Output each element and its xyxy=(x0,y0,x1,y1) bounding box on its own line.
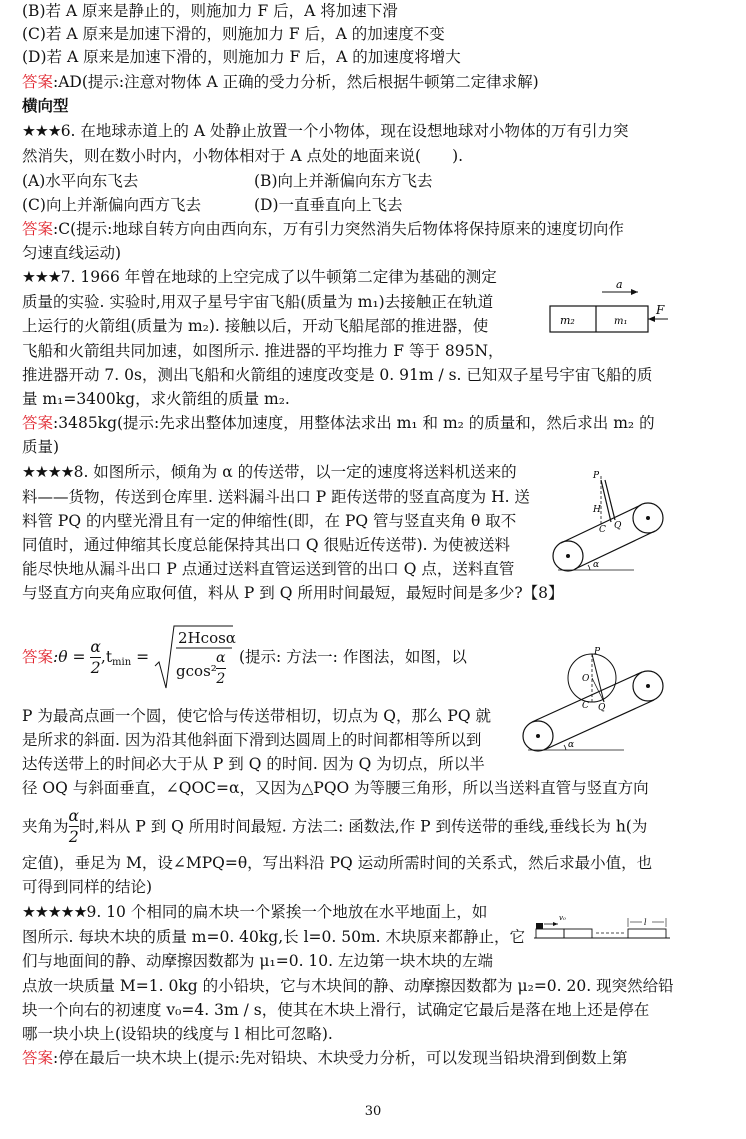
c-label: C xyxy=(599,525,606,535)
sqrt-expression xyxy=(154,624,234,690)
answer-label: 答案 xyxy=(22,73,54,91)
sqrt-numerator: 2Hcosα xyxy=(178,629,236,647)
solution-5b: 时,料从 P 到 Q 所用时间最短. 方法二: 函数法,作 P 到传送带的垂线,垂线长为 h(为 xyxy=(78,817,648,836)
frac-den: 2 xyxy=(90,658,101,677)
option-b: (B)若 A 原来是静止的，则施加力 F 后，A 将加速下滑 xyxy=(22,2,398,20)
q7-line2: 质量的实验. 实验时,用双子星号宇宙飞船(质量为 m₁)去接触正在轨道 xyxy=(22,293,494,311)
q6-answer-line2: 匀速直线运动) xyxy=(22,244,122,262)
q8-answer xyxy=(22,624,467,694)
q-label: Q xyxy=(598,703,606,713)
equals-sign: = xyxy=(136,648,150,666)
alpha-label: α xyxy=(568,740,575,750)
p-label: P xyxy=(594,647,601,657)
v0-label: v₀ xyxy=(559,914,566,922)
q7-text: 7. 1966 年曾在地球的上空完成了以牛顿第二定律为基础的测定 xyxy=(60,268,497,286)
spacecraft-diagram xyxy=(540,276,670,338)
answer-body: :C(提示:地球自转方向由西向东，万有引力突然消失后物体将保持原来的速度切向作 xyxy=(53,220,624,238)
m2-label: m₂ xyxy=(560,314,575,327)
q-label: Q xyxy=(614,521,622,531)
answer-label: 答案 xyxy=(22,648,54,666)
frac-den: 2 xyxy=(68,828,79,846)
tmin-label: ,t xyxy=(100,648,113,666)
circle-method-diagram xyxy=(520,646,670,756)
tmin-sub: min xyxy=(112,657,132,669)
q8-line5: 能尽快地从漏斗出口 P 点通过送料直管运送到管的出口 Q 点，送料直管 xyxy=(22,560,515,578)
q9-line3: 们与地面间的静、动摩擦因数都为 μ₁=0. 10. 左边第一块木块的左端 xyxy=(22,952,493,970)
difficulty-stars: ★★★ xyxy=(22,268,61,286)
sqrt-alpha-frac xyxy=(216,648,225,689)
q9-line1 xyxy=(22,901,487,923)
q6-line2: 然消失，则在数小时内，小物体相对于 A 点处的地面来说( ). xyxy=(22,147,464,165)
l-label: l xyxy=(644,918,647,927)
q7-answer-line2: 质量) xyxy=(22,438,60,456)
answer-body: :AD(提示:注意对物体 A 正确的受力分析，然后根据牛顿第二定律求解) xyxy=(53,73,539,91)
q7-line4: 飞船和火箭组共同加速，如图所示. 推进器的平均推力 F 等于 895N， xyxy=(22,342,504,360)
alpha-over-two xyxy=(90,637,100,678)
q9-line6: 哪一块小块上(设铅块的线度与 l 相比可忽略). xyxy=(22,1025,333,1043)
section-heading: 横向型 xyxy=(22,97,69,115)
answer-theta: :θ = xyxy=(53,648,86,666)
q9-answer xyxy=(22,1047,628,1069)
sqrt-denominator: gcos² xyxy=(176,662,217,680)
frac-num: α xyxy=(216,648,225,669)
q8-hint: (提示: 方法一: 作图法，如图，以 xyxy=(238,648,467,666)
q6-text: 6. 在地球赤道上的 A 处静止放置一个小物体，现在设想地球对小物体的万有引力突 xyxy=(60,122,629,140)
option-d: (D)若 A 原来是加速下滑的，则施加力 F 后，A 的加速度将增大 xyxy=(22,48,461,66)
q6-answer xyxy=(22,218,624,240)
answer-prev xyxy=(22,71,539,93)
q8-line3: 料管 PQ 的内壁光滑且有一定的伸缩性(即，在 PQ 管与竖直夹角 θ 取不 xyxy=(22,512,517,530)
q8-line2: 料——货物，传送到仓库里. 送料漏斗出口 P 距传送带的竖直高度为 H. 送 xyxy=(22,488,530,506)
q9-line2: 图所示. 每块木块的质量 m=0. 40kg,长 l=0. 50m. 木块原来都静止，它 xyxy=(22,928,526,946)
difficulty-stars: ★★★ xyxy=(22,122,61,140)
q8-solution-2: 是所求的斜面. 因为沿其他斜面下滑到达圆周上的时间都相等所以到 xyxy=(22,731,482,749)
q6-option-c: (C)向上并渐偏向西方飞去 xyxy=(22,196,201,214)
wood-blocks-diagram xyxy=(532,910,672,946)
q7-line6: 量 m₁=3400kg，求火箭组的质量 m₂. xyxy=(22,390,290,408)
answer-label: 答案 xyxy=(22,1049,54,1067)
accel-label: a xyxy=(616,278,623,291)
q6-option-b: (B)向上并渐偏向东方飞去 xyxy=(254,172,433,190)
q6-option-d: (D)一直垂直向上飞去 xyxy=(254,196,403,214)
force-label: F xyxy=(656,303,665,317)
q7-line5: 推进器开动 7. 0s，测出飞船和火箭组的速度改变是 0. 91m / s. 已知双子星号宇宙飞船的质 xyxy=(22,366,653,384)
q8-solution-5 xyxy=(22,806,647,850)
o-label: O xyxy=(582,674,590,684)
answer-label: 答案 xyxy=(22,220,54,238)
q7-answer xyxy=(22,412,655,434)
q8-line6: 与竖直方向夹角应取何值，料从 P 到 Q 所用时间最短，最短时间是多少?【8】 xyxy=(22,584,564,602)
answer-body: :3485kg(提示:先求出整体加速度，用整体法求出 m₁ 和 m₂ 的质量和，然后求出 m₂ 的 xyxy=(53,414,655,432)
q8-text: 8. 如图所示，倾角为 α 的传送带，以一定的速度将送料机送来的 xyxy=(73,463,517,481)
q6-options-cd xyxy=(22,194,722,216)
difficulty-stars: ★★★★ xyxy=(22,463,74,481)
answer-label: 答案 xyxy=(22,414,54,432)
q9-line5: 块一个向右的初速度 v₀=4. 3m / s，使其在木块上滑行，试确定它最后是落在地上还是停在 xyxy=(22,1001,650,1019)
q8-solution-4: 径 OQ 与斜面垂直，∠QOC=α，又因为△PQO 为等腰三角形，所以当送料直管与竖直方向 xyxy=(22,779,649,797)
m1-label: m₁ xyxy=(614,316,628,327)
q6-options-ab xyxy=(22,170,722,192)
q8-line4: 同值时，通过伸缩其长度总能保持其出口 Q 很贴近传送带). 为使被送料 xyxy=(22,536,510,554)
frac-num: α xyxy=(90,637,101,656)
p-label: P xyxy=(593,471,600,481)
conveyor-diagram xyxy=(548,466,674,578)
alpha-over-two xyxy=(69,806,79,847)
frac-num: α xyxy=(68,807,79,825)
q8-solution-1: P 为最高点画一个圆，使它恰与传送带相切，切点为 Q，那么 PQ 就 xyxy=(22,707,491,725)
q7-line3: 上运行的火箭组(质量为 m₂). 接触以后，开动飞船尾部的推进器，使 xyxy=(22,317,489,335)
h-label: H xyxy=(593,505,601,515)
page-number: 30 xyxy=(364,1104,382,1119)
q6-option-a: (A)水平向东飞去 xyxy=(22,172,139,190)
answer-body: :停在最后一块木块上(提示:先对铅块、木块受力分析，可以发现当铅块滑到倒数上第 xyxy=(53,1049,628,1067)
q6-line1 xyxy=(22,120,628,142)
alpha-label: α xyxy=(593,560,600,570)
q8-line1 xyxy=(22,461,517,483)
q7-line1 xyxy=(22,266,497,288)
q9-line4: 点放一块质量 M=1. 0kg 的小铅块，它与木块间的静、动摩擦因数都为 μ₂=0. 20. 现突然给铅 xyxy=(22,977,674,995)
difficulty-stars: ★★★★★ xyxy=(22,903,87,921)
c-label: C xyxy=(582,701,589,711)
option-c: (C)若 A 原来是加速下滑的，则施加力 F 后，A 的加速度不变 xyxy=(22,25,445,43)
q8-solution-7: 可得到同样的结论) xyxy=(22,878,153,896)
frac-den: 2 xyxy=(216,671,226,687)
q8-solution-6: 定值)，垂足为 M，设∠MPQ=θ，写出料沿 PQ 运动所需时间的关系式，然后求最小值，也 xyxy=(22,854,653,872)
q9-text: 9. 10 个相同的扁木块一个紧挨一个地放在水平地面上，如 xyxy=(86,903,488,921)
q8-solution-3: 达传送带上的时间必大于从 P 到 Q 的时间. 因为 Q 为切点，所以半 xyxy=(22,755,485,773)
solution-5a: 夹角为 xyxy=(22,817,69,836)
